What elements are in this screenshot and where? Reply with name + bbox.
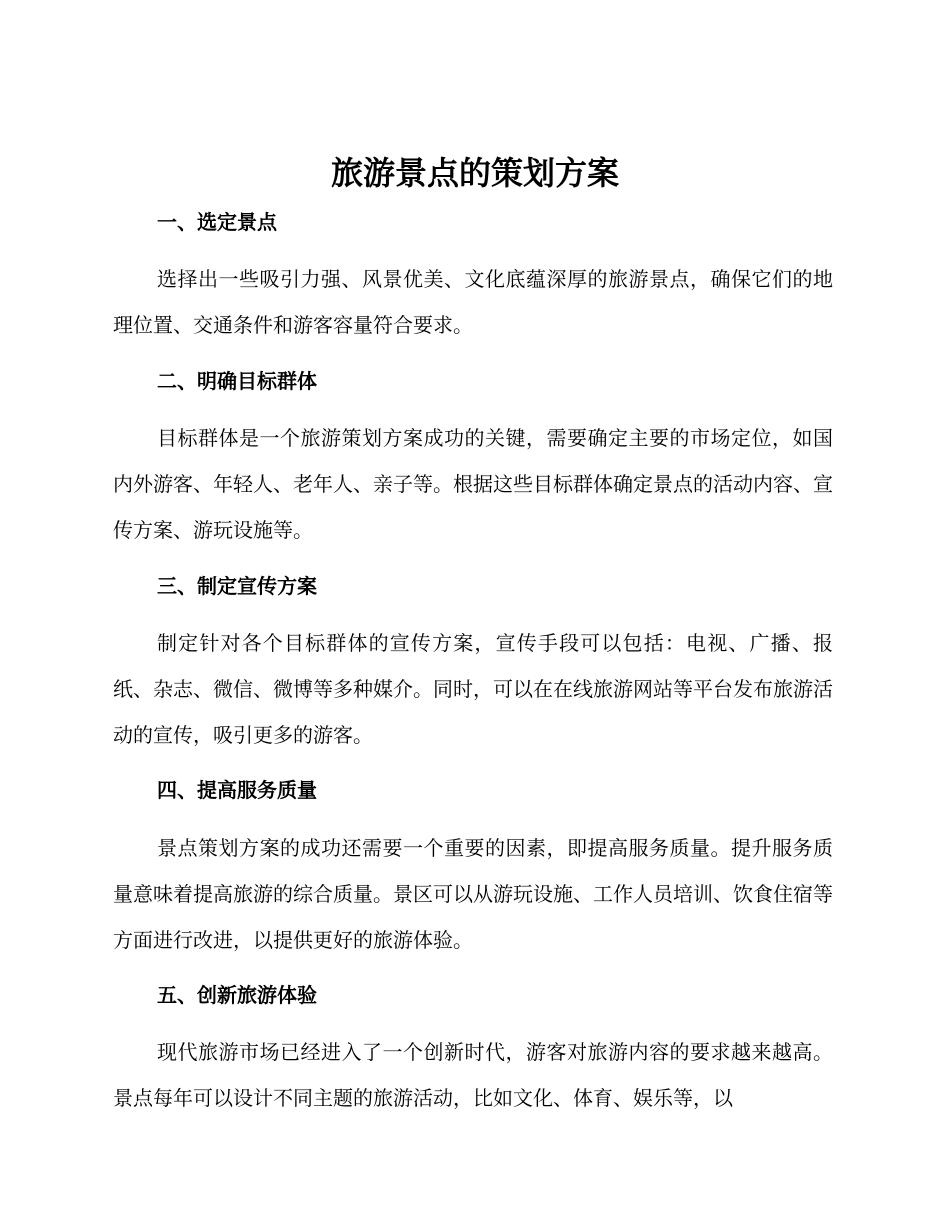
section-heading-2: 二、明确目标群体 <box>157 369 317 393</box>
section-paragraph-2: 目标群体是一个旅游策划方案成功的关键，需要确定主要的市场定位，如国内外游客、年轻人、老年人、亲子等。根据这些目标群体确定景点的活动内容、宣传方案、游玩设施等。 <box>113 426 833 542</box>
section-paragraph-1: 选择出一些吸引力强、风景优美、文化底蕴深厚的旅游景点，确保它们的地理位置、交通条件和游客容量符合要求。 <box>113 267 833 337</box>
section-paragraph-5: 现代旅游市场已经进入了一个创新时代，游客对旅游内容的要求越来越高。景点每年可以设计不同主题的旅游活动，比如文化、体育、娱乐等，以 <box>113 1040 833 1110</box>
section-heading-5: 五、创新旅游体验 <box>157 983 317 1007</box>
section-paragraph-3: 制定针对各个目标群体的宣传方案，宣传手段可以包括：电视、广播、报纸、杂志、微信、微博等多种媒介。同时，可以在在线旅游网站等平台发布旅游活动的宣传，吸引更多的游客。 <box>113 631 833 747</box>
section-heading-1: 一、选定景点 <box>157 210 277 234</box>
document-title: 旅游景点的策划方案 <box>330 154 619 192</box>
section-heading-4: 四、提高服务质量 <box>157 778 317 802</box>
section-heading-3: 三、制定宣传方案 <box>157 574 317 598</box>
section-paragraph-4: 景点策划方案的成功还需要一个重要的因素，即提高服务质量。提升服务质量意味着提高旅游的综合质量。景区可以从游玩设施、工作人员培训、饮食住宿等方面进行改进，以提供更好的旅游体验。 <box>113 836 833 952</box>
